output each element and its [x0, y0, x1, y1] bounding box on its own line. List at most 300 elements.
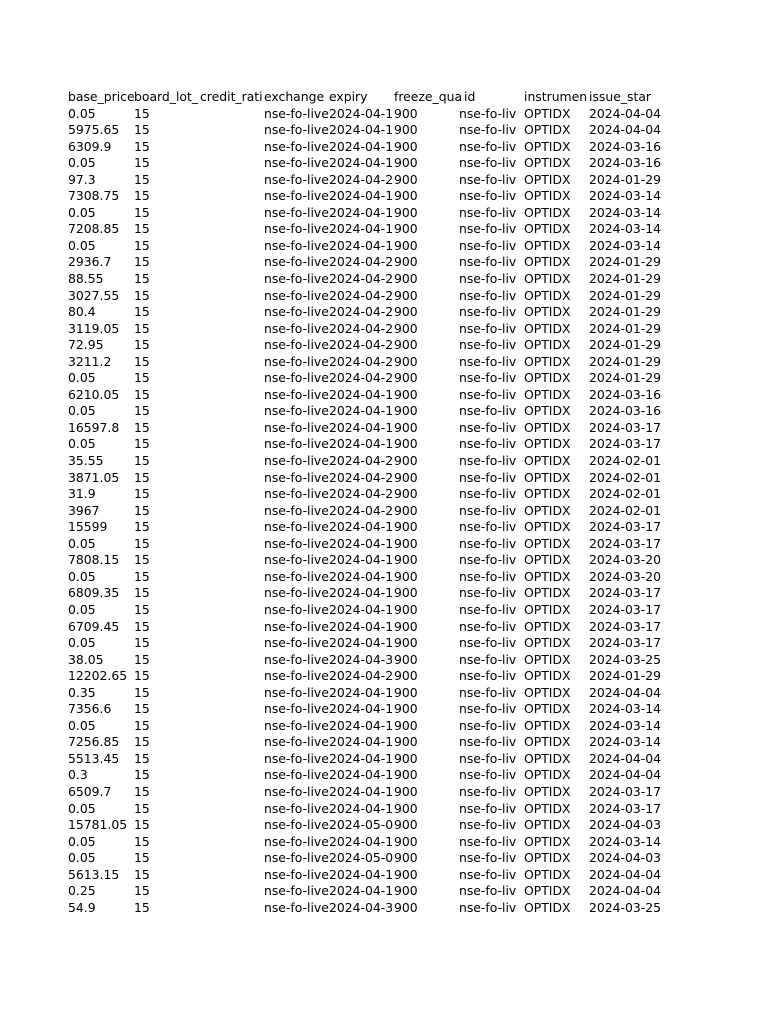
cell-exchange[interactable]: nse-fo-live [264, 188, 329, 204]
cell-credit-rating[interactable] [200, 701, 264, 718]
cell-id[interactable]: nse-fo-liv [459, 155, 517, 171]
cell-instrument[interactable]: OPTIDX [524, 204, 571, 220]
cell-instrument[interactable]: OPTIDX [524, 734, 571, 750]
cell-board-lot[interactable]: 15 [134, 469, 150, 485]
cell-credit-rating[interactable] [200, 271, 264, 288]
cell-exchange[interactable]: nse-fo-live [264, 386, 329, 402]
cell-base-price[interactable]: 6210.05 [68, 386, 120, 402]
cell-expiry[interactable]: 2024-05-0 [329, 850, 394, 866]
cell-instrument[interactable]: OPTIDX [524, 271, 571, 287]
cell-issue-start[interactable]: 2024-03-17 [589, 419, 662, 435]
cell-freeze-quantity[interactable]: 900 [394, 403, 418, 419]
cell-base-price[interactable]: 0.35 [68, 684, 96, 700]
cell-board-lot[interactable]: 15 [134, 817, 150, 833]
cell-issue-start[interactable]: 2024-03-17 [589, 618, 662, 634]
cell-instrument[interactable]: OPTIDX [524, 866, 571, 882]
cell-id[interactable]: nse-fo-liv [459, 320, 517, 336]
cell-exchange[interactable]: nse-fo-live [264, 734, 329, 750]
cell-id[interactable]: nse-fo-liv [459, 883, 517, 899]
cell-credit-rating[interactable] [200, 470, 264, 487]
cell-instrument[interactable]: OPTIDX [524, 353, 571, 369]
cell-freeze-quantity[interactable]: 900 [394, 337, 418, 353]
cell-instrument[interactable]: OPTIDX [524, 453, 571, 469]
cell-issue-start[interactable]: 2024-01-29 [589, 254, 662, 270]
cell-expiry[interactable]: 2024-04-1 [329, 800, 394, 816]
cell-exchange[interactable]: nse-fo-live [264, 519, 329, 535]
cell-credit-rating[interactable] [200, 569, 264, 586]
cell-freeze-quantity[interactable]: 900 [394, 237, 418, 253]
cell-id[interactable]: nse-fo-liv [459, 519, 517, 535]
cell-id[interactable]: nse-fo-liv [459, 767, 517, 783]
cell-issue-start[interactable]: 2024-03-17 [589, 783, 662, 799]
cell-exchange[interactable]: nse-fo-live [264, 287, 329, 303]
cell-credit-rating[interactable] [200, 635, 264, 652]
cell-id[interactable]: nse-fo-liv [459, 271, 517, 287]
cell-freeze-quantity[interactable]: 900 [394, 221, 418, 237]
cell-issue-start[interactable]: 2024-01-29 [589, 353, 662, 369]
cell-instrument[interactable]: OPTIDX [524, 188, 571, 204]
cell-id[interactable]: nse-fo-liv [459, 188, 517, 204]
cell-expiry[interactable]: 2024-04-2 [329, 353, 394, 369]
cell-instrument[interactable]: OPTIDX [524, 618, 571, 634]
cell-credit-rating[interactable] [200, 172, 264, 189]
cell-freeze-quantity[interactable]: 900 [394, 717, 418, 733]
cell-freeze-quantity[interactable]: 900 [394, 105, 418, 121]
cell-expiry[interactable]: 2024-04-1 [329, 701, 394, 717]
cell-base-price[interactable]: 3027.55 [68, 287, 120, 303]
cell-expiry[interactable]: 2024-04-1 [329, 155, 394, 171]
cell-id[interactable]: nse-fo-liv [459, 204, 517, 220]
cell-exchange[interactable]: nse-fo-live [264, 237, 329, 253]
cell-expiry[interactable]: 2024-04-1 [329, 585, 394, 601]
cell-id[interactable]: nse-fo-liv [459, 833, 517, 849]
cell-board-lot[interactable]: 15 [134, 552, 150, 568]
cell-exchange[interactable]: nse-fo-live [264, 204, 329, 220]
cell-board-lot[interactable]: 15 [134, 833, 150, 849]
cell-exchange[interactable]: nse-fo-live [264, 883, 329, 899]
cell-id[interactable]: nse-fo-liv [459, 535, 517, 551]
cell-credit-rating[interactable] [200, 602, 264, 619]
cell-credit-rating[interactable] [200, 403, 264, 420]
cell-board-lot[interactable]: 15 [134, 221, 150, 237]
cell-board-lot[interactable]: 15 [134, 304, 150, 320]
cell-exchange[interactable]: nse-fo-live [264, 271, 329, 287]
cell-credit-rating[interactable] [200, 387, 264, 404]
cell-base-price[interactable]: 5613.15 [68, 866, 120, 882]
cell-exchange[interactable]: nse-fo-live [264, 750, 329, 766]
cell-id[interactable]: nse-fo-liv [459, 800, 517, 816]
cell-instrument[interactable]: OPTIDX [524, 568, 571, 584]
cell-id[interactable]: nse-fo-liv [459, 171, 517, 187]
cell-credit-rating[interactable] [200, 420, 264, 437]
cell-exchange[interactable]: nse-fo-live [264, 502, 329, 518]
cell-credit-rating[interactable] [200, 652, 264, 669]
cell-instrument[interactable]: OPTIDX [524, 171, 571, 187]
cell-instrument[interactable]: OPTIDX [524, 552, 571, 568]
cell-freeze-quantity[interactable]: 900 [394, 419, 418, 435]
cell-base-price[interactable]: 0.05 [68, 403, 96, 419]
cell-base-price[interactable]: 5975.65 [68, 122, 120, 138]
cell-freeze-quantity[interactable]: 900 [394, 386, 418, 402]
cell-instrument[interactable]: OPTIDX [524, 635, 571, 651]
cell-credit-rating[interactable] [200, 304, 264, 321]
cell-exchange[interactable]: nse-fo-live [264, 105, 329, 121]
cell-base-price[interactable]: 80.4 [68, 304, 96, 320]
cell-issue-start[interactable]: 2024-01-29 [589, 320, 662, 336]
cell-expiry[interactable]: 2024-04-2 [329, 271, 394, 287]
cell-exchange[interactable]: nse-fo-live [264, 486, 329, 502]
cell-board-lot[interactable]: 15 [134, 254, 150, 270]
cell-exchange[interactable]: nse-fo-live [264, 618, 329, 634]
cell-base-price[interactable]: 0.05 [68, 800, 96, 816]
cell-board-lot[interactable]: 15 [134, 403, 150, 419]
cell-instrument[interactable]: OPTIDX [524, 337, 571, 353]
cell-board-lot[interactable]: 15 [134, 320, 150, 336]
cell-base-price[interactable]: 72.95 [68, 337, 104, 353]
cell-board-lot[interactable]: 15 [134, 122, 150, 138]
cell-instrument[interactable]: OPTIDX [524, 304, 571, 320]
cell-freeze-quantity[interactable]: 900 [394, 701, 418, 717]
cell-exchange[interactable]: nse-fo-live [264, 469, 329, 485]
cell-instrument[interactable]: OPTIDX [524, 519, 571, 535]
cell-expiry[interactable]: 2024-04-1 [329, 419, 394, 435]
cell-instrument[interactable]: OPTIDX [524, 155, 571, 171]
cell-instrument[interactable]: OPTIDX [524, 469, 571, 485]
cell-board-lot[interactable]: 15 [134, 204, 150, 220]
cell-instrument[interactable]: OPTIDX [524, 122, 571, 138]
cell-issue-start[interactable]: 2024-03-14 [589, 833, 662, 849]
cell-freeze-quantity[interactable]: 900 [394, 800, 418, 816]
cell-id[interactable]: nse-fo-liv [459, 287, 517, 303]
header-cell-instrument[interactable]: instrumen [524, 89, 588, 104]
cell-id[interactable]: nse-fo-liv [459, 866, 517, 882]
cell-id[interactable]: nse-fo-liv [459, 750, 517, 766]
cell-freeze-quantity[interactable]: 900 [394, 320, 418, 336]
cell-credit-rating[interactable] [200, 767, 264, 784]
cell-credit-rating[interactable] [200, 801, 264, 818]
cell-instrument[interactable]: OPTIDX [524, 105, 571, 121]
cell-board-lot[interactable]: 15 [134, 188, 150, 204]
cell-freeze-quantity[interactable]: 900 [394, 750, 418, 766]
cell-issue-start[interactable]: 2024-03-14 [589, 717, 662, 733]
cell-id[interactable]: nse-fo-liv [459, 585, 517, 601]
cell-board-lot[interactable]: 15 [134, 734, 150, 750]
cell-exchange[interactable]: nse-fo-live [264, 155, 329, 171]
cell-id[interactable]: nse-fo-liv [459, 668, 517, 684]
cell-freeze-quantity[interactable]: 900 [394, 486, 418, 502]
cell-credit-rating[interactable] [200, 784, 264, 801]
cell-issue-start[interactable]: 2024-03-17 [589, 635, 662, 651]
cell-credit-rating[interactable] [200, 155, 264, 172]
cell-freeze-quantity[interactable]: 900 [394, 850, 418, 866]
cell-credit-rating[interactable] [200, 834, 264, 851]
cell-expiry[interactable]: 2024-04-1 [329, 436, 394, 452]
cell-freeze-quantity[interactable]: 900 [394, 817, 418, 833]
cell-credit-rating[interactable] [200, 337, 264, 354]
cell-credit-rating[interactable] [200, 883, 264, 900]
cell-freeze-quantity[interactable]: 900 [394, 155, 418, 171]
cell-instrument[interactable]: OPTIDX [524, 138, 571, 154]
cell-instrument[interactable]: OPTIDX [524, 585, 571, 601]
cell-base-price[interactable]: 0.05 [68, 535, 96, 551]
cell-freeze-quantity[interactable]: 900 [394, 453, 418, 469]
cell-board-lot[interactable]: 15 [134, 337, 150, 353]
cell-id[interactable]: nse-fo-liv [459, 717, 517, 733]
cell-exchange[interactable]: nse-fo-live [264, 701, 329, 717]
cell-expiry[interactable]: 2024-04-3 [329, 651, 394, 667]
cell-board-lot[interactable]: 15 [134, 800, 150, 816]
cell-issue-start[interactable]: 2024-03-20 [589, 568, 662, 584]
cell-credit-rating[interactable] [200, 436, 264, 453]
cell-base-price[interactable]: 7808.15 [68, 552, 120, 568]
cell-instrument[interactable]: OPTIDX [524, 320, 571, 336]
cell-id[interactable]: nse-fo-liv [459, 783, 517, 799]
cell-expiry[interactable]: 2024-04-3 [329, 899, 394, 915]
cell-freeze-quantity[interactable]: 900 [394, 734, 418, 750]
cell-id[interactable]: nse-fo-liv [459, 899, 517, 915]
cell-freeze-quantity[interactable]: 900 [394, 519, 418, 535]
cell-id[interactable]: nse-fo-liv [459, 370, 517, 386]
cell-base-price[interactable]: 7356.6 [68, 701, 112, 717]
cell-instrument[interactable]: OPTIDX [524, 783, 571, 799]
cell-freeze-quantity[interactable]: 900 [394, 188, 418, 204]
cell-freeze-quantity[interactable]: 900 [394, 635, 418, 651]
cell-base-price[interactable]: 2936.7 [68, 254, 112, 270]
cell-expiry[interactable]: 2024-04-1 [329, 734, 394, 750]
cell-base-price[interactable]: 7256.85 [68, 734, 120, 750]
cell-expiry[interactable]: 2024-04-1 [329, 122, 394, 138]
cell-credit-rating[interactable] [200, 238, 264, 255]
header-cell-credit-rating[interactable]: credit_rati [200, 89, 263, 104]
cell-freeze-quantity[interactable]: 900 [394, 353, 418, 369]
cell-credit-rating[interactable] [200, 205, 264, 222]
cell-expiry[interactable]: 2024-04-2 [329, 469, 394, 485]
cell-instrument[interactable]: OPTIDX [524, 668, 571, 684]
cell-base-price[interactable]: 15599 [68, 519, 108, 535]
cell-id[interactable]: nse-fo-liv [459, 552, 517, 568]
cell-exchange[interactable]: nse-fo-live [264, 866, 329, 882]
cell-credit-rating[interactable] [200, 668, 264, 685]
cell-board-lot[interactable]: 15 [134, 601, 150, 617]
header-cell-base-price[interactable]: base_price [68, 89, 135, 104]
cell-credit-rating[interactable] [200, 519, 264, 536]
cell-id[interactable]: nse-fo-liv [459, 419, 517, 435]
cell-base-price[interactable]: 88.55 [68, 271, 104, 287]
cell-expiry[interactable]: 2024-05-0 [329, 817, 394, 833]
cell-issue-start[interactable]: 2024-01-29 [589, 287, 662, 303]
cell-freeze-quantity[interactable]: 900 [394, 502, 418, 518]
cell-issue-start[interactable]: 2024-03-17 [589, 601, 662, 617]
cell-board-lot[interactable]: 15 [134, 436, 150, 452]
cell-expiry[interactable]: 2024-04-1 [329, 866, 394, 882]
cell-base-price[interactable]: 0.05 [68, 850, 96, 866]
cell-expiry[interactable]: 2024-04-1 [329, 618, 394, 634]
cell-board-lot[interactable]: 15 [134, 717, 150, 733]
cell-id[interactable]: nse-fo-liv [459, 138, 517, 154]
cell-id[interactable]: nse-fo-liv [459, 734, 517, 750]
cell-instrument[interactable]: OPTIDX [524, 386, 571, 402]
header-cell-expiry[interactable]: expiry [329, 89, 368, 104]
cell-expiry[interactable]: 2024-04-1 [329, 386, 394, 402]
cell-base-price[interactable]: 0.05 [68, 601, 96, 617]
cell-issue-start[interactable]: 2024-02-01 [589, 486, 662, 502]
cell-expiry[interactable]: 2024-04-1 [329, 635, 394, 651]
cell-board-lot[interactable]: 15 [134, 287, 150, 303]
cell-exchange[interactable]: nse-fo-live [264, 717, 329, 733]
cell-expiry[interactable]: 2024-04-1 [329, 717, 394, 733]
header-cell-board-lot[interactable]: board_lot_ [134, 89, 199, 104]
cell-id[interactable]: nse-fo-liv [459, 122, 517, 138]
cell-credit-rating[interactable] [200, 850, 264, 867]
cell-base-price[interactable]: 0.3 [68, 767, 88, 783]
cell-issue-start[interactable]: 2024-01-29 [589, 370, 662, 386]
cell-id[interactable]: nse-fo-liv [459, 568, 517, 584]
cell-credit-rating[interactable] [200, 685, 264, 702]
cell-board-lot[interactable]: 15 [134, 701, 150, 717]
cell-id[interactable]: nse-fo-liv [459, 469, 517, 485]
cell-freeze-quantity[interactable]: 900 [394, 883, 418, 899]
cell-base-price[interactable]: 15781.05 [68, 817, 128, 833]
cell-board-lot[interactable]: 15 [134, 651, 150, 667]
cell-board-lot[interactable]: 15 [134, 899, 150, 915]
cell-id[interactable]: nse-fo-liv [459, 817, 517, 833]
cell-id[interactable]: nse-fo-liv [459, 502, 517, 518]
cell-issue-start[interactable]: 2024-04-04 [589, 883, 662, 899]
cell-exchange[interactable]: nse-fo-live [264, 403, 329, 419]
cell-instrument[interactable]: OPTIDX [524, 535, 571, 551]
cell-issue-start[interactable]: 2024-03-25 [589, 899, 662, 915]
cell-freeze-quantity[interactable]: 900 [394, 271, 418, 287]
cell-expiry[interactable]: 2024-04-1 [329, 552, 394, 568]
cell-base-price[interactable]: 7308.75 [68, 188, 120, 204]
cell-base-price[interactable]: 3871.05 [68, 469, 120, 485]
cell-issue-start[interactable]: 2024-01-29 [589, 171, 662, 187]
cell-exchange[interactable]: nse-fo-live [264, 353, 329, 369]
cell-expiry[interactable]: 2024-04-1 [329, 237, 394, 253]
cell-id[interactable]: nse-fo-liv [459, 353, 517, 369]
cell-expiry[interactable]: 2024-04-2 [329, 668, 394, 684]
cell-exchange[interactable]: nse-fo-live [264, 817, 329, 833]
cell-base-price[interactable]: 0.05 [68, 370, 96, 386]
cell-instrument[interactable]: OPTIDX [524, 237, 571, 253]
cell-expiry[interactable]: 2024-04-1 [329, 767, 394, 783]
cell-base-price[interactable]: 31.9 [68, 486, 96, 502]
cell-instrument[interactable]: OPTIDX [524, 436, 571, 452]
cell-instrument[interactable]: OPTIDX [524, 651, 571, 667]
cell-instrument[interactable]: OPTIDX [524, 899, 571, 915]
cell-credit-rating[interactable] [200, 370, 264, 387]
cell-exchange[interactable]: nse-fo-live [264, 370, 329, 386]
header-cell-freeze-quantity[interactable]: freeze_qua [394, 89, 463, 104]
cell-base-price[interactable]: 0.05 [68, 568, 96, 584]
cell-freeze-quantity[interactable]: 900 [394, 138, 418, 154]
cell-credit-rating[interactable] [200, 486, 264, 503]
cell-freeze-quantity[interactable]: 900 [394, 469, 418, 485]
cell-expiry[interactable]: 2024-04-2 [329, 337, 394, 353]
cell-id[interactable]: nse-fo-liv [459, 403, 517, 419]
cell-board-lot[interactable]: 15 [134, 105, 150, 121]
header-cell-id[interactable]: id [464, 89, 476, 104]
cell-credit-rating[interactable] [200, 354, 264, 371]
cell-freeze-quantity[interactable]: 900 [394, 171, 418, 187]
cell-freeze-quantity[interactable]: 900 [394, 568, 418, 584]
cell-exchange[interactable]: nse-fo-live [264, 436, 329, 452]
cell-expiry[interactable]: 2024-04-1 [329, 568, 394, 584]
cell-expiry[interactable]: 2024-04-1 [329, 221, 394, 237]
cell-base-price[interactable]: 6709.45 [68, 618, 120, 634]
cell-base-price[interactable]: 0.05 [68, 717, 96, 733]
cell-freeze-quantity[interactable]: 900 [394, 287, 418, 303]
cell-id[interactable]: nse-fo-liv [459, 635, 517, 651]
cell-expiry[interactable]: 2024-04-2 [329, 370, 394, 386]
cell-exchange[interactable]: nse-fo-live [264, 833, 329, 849]
cell-issue-start[interactable]: 2024-03-17 [589, 436, 662, 452]
header-cell-exchange[interactable]: exchange [264, 89, 325, 104]
cell-id[interactable]: nse-fo-liv [459, 436, 517, 452]
cell-freeze-quantity[interactable]: 900 [394, 618, 418, 634]
cell-instrument[interactable]: OPTIDX [524, 254, 571, 270]
cell-issue-start[interactable]: 2024-04-04 [589, 767, 662, 783]
cell-expiry[interactable]: 2024-04-2 [329, 304, 394, 320]
cell-instrument[interactable]: OPTIDX [524, 883, 571, 899]
cell-instrument[interactable]: OPTIDX [524, 717, 571, 733]
cell-issue-start[interactable]: 2024-03-25 [589, 651, 662, 667]
cell-instrument[interactable]: OPTIDX [524, 817, 571, 833]
cell-issue-start[interactable]: 2024-03-17 [589, 800, 662, 816]
cell-id[interactable]: nse-fo-liv [459, 684, 517, 700]
cell-exchange[interactable]: nse-fo-live [264, 850, 329, 866]
cell-issue-start[interactable]: 2024-03-17 [589, 585, 662, 601]
cell-id[interactable]: nse-fo-liv [459, 254, 517, 270]
cell-issue-start[interactable]: 2024-04-04 [589, 122, 662, 138]
cell-credit-rating[interactable] [200, 552, 264, 569]
cell-exchange[interactable]: nse-fo-live [264, 800, 329, 816]
cell-board-lot[interactable]: 15 [134, 883, 150, 899]
cell-board-lot[interactable]: 15 [134, 668, 150, 684]
cell-instrument[interactable]: OPTIDX [524, 750, 571, 766]
cell-expiry[interactable]: 2024-04-1 [329, 750, 394, 766]
cell-board-lot[interactable]: 15 [134, 370, 150, 386]
cell-exchange[interactable]: nse-fo-live [264, 783, 329, 799]
cell-base-price[interactable]: 97.3 [68, 171, 96, 187]
cell-board-lot[interactable]: 15 [134, 866, 150, 882]
cell-issue-start[interactable]: 2024-01-29 [589, 304, 662, 320]
cell-freeze-quantity[interactable]: 900 [394, 122, 418, 138]
cell-id[interactable]: nse-fo-liv [459, 701, 517, 717]
cell-expiry[interactable]: 2024-04-1 [329, 684, 394, 700]
cell-issue-start[interactable]: 2024-03-14 [589, 204, 662, 220]
cell-base-price[interactable]: 0.05 [68, 105, 96, 121]
cell-freeze-quantity[interactable]: 900 [394, 370, 418, 386]
cell-expiry[interactable]: 2024-04-1 [329, 833, 394, 849]
cell-issue-start[interactable]: 2024-03-14 [589, 188, 662, 204]
cell-board-lot[interactable]: 15 [134, 502, 150, 518]
cell-id[interactable]: nse-fo-liv [459, 651, 517, 667]
cell-exchange[interactable]: nse-fo-live [264, 453, 329, 469]
cell-id[interactable]: nse-fo-liv [459, 237, 517, 253]
cell-exchange[interactable]: nse-fo-live [264, 601, 329, 617]
cell-exchange[interactable]: nse-fo-live [264, 254, 329, 270]
cell-board-lot[interactable]: 15 [134, 486, 150, 502]
cell-credit-rating[interactable] [200, 453, 264, 470]
cell-credit-rating[interactable] [200, 900, 264, 917]
cell-issue-start[interactable]: 2024-03-16 [589, 155, 662, 171]
cell-expiry[interactable]: 2024-04-1 [329, 188, 394, 204]
cell-expiry[interactable]: 2024-04-1 [329, 105, 394, 121]
cell-exchange[interactable]: nse-fo-live [264, 635, 329, 651]
cell-issue-start[interactable]: 2024-04-03 [589, 850, 662, 866]
cell-base-price[interactable]: 16597.8 [68, 419, 120, 435]
